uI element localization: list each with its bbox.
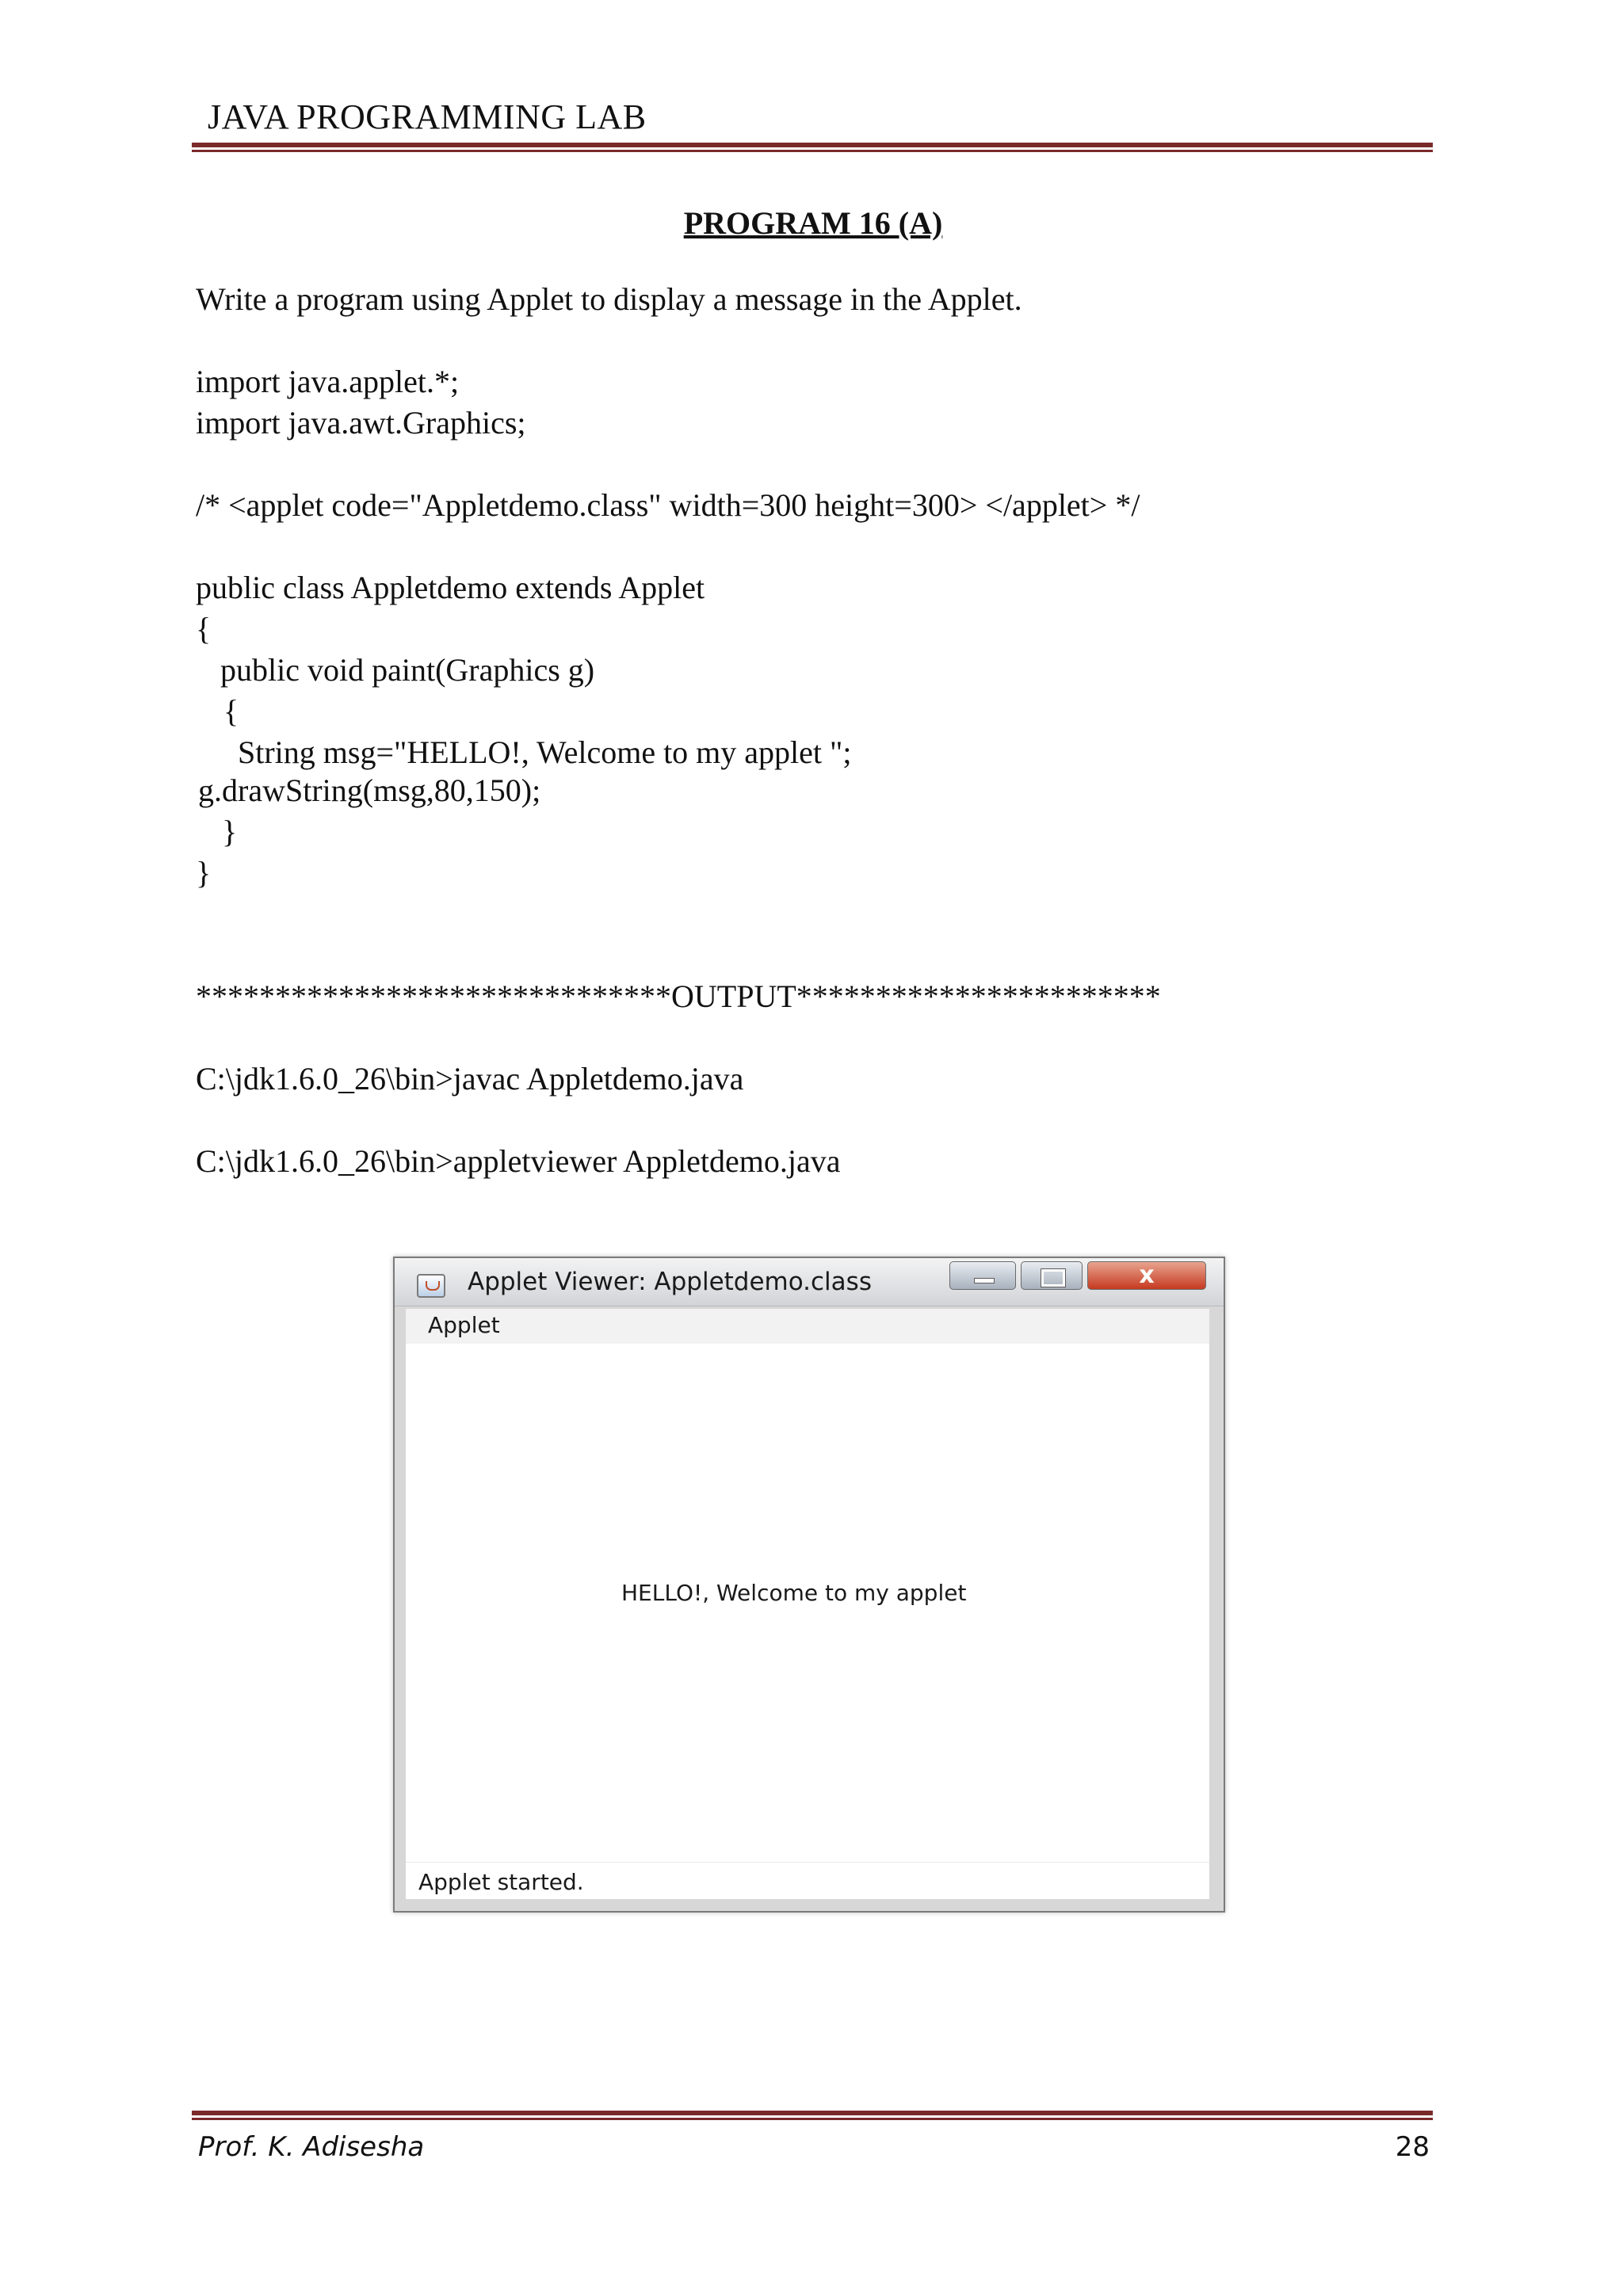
code-line-class-close-brace: } — [196, 855, 212, 891]
header-rule-thin — [192, 150, 1433, 152]
window-title-bar[interactable] — [395, 1258, 1224, 1306]
code-line-msg-string: String msg="HELLO!, Welcome to my applet "; — [238, 734, 852, 770]
header-title: JAVA PROGRAMMING LAB — [208, 97, 647, 136]
applet-status-bar — [406, 1862, 1209, 1899]
output-command-appletviewer: C:\jdk1.6.0_26\bin>appletviewer Appletdemo.java — [196, 1143, 841, 1179]
program-description: Write a program using Applet to display a message in the Applet. — [196, 281, 1022, 317]
code-line-class-open-brace: { — [196, 611, 212, 646]
java-app-icon — [417, 1274, 445, 1298]
applet-canvas — [406, 1344, 1209, 1862]
applet-menu-bar — [406, 1309, 1209, 1344]
applet-menu[interactable]: Applet — [428, 1312, 500, 1338]
output-command-javac: C:\jdk1.6.0_26\bin>javac Appletdemo.java — [196, 1061, 744, 1097]
code-line-import-applet: import java.applet.*; — [196, 364, 460, 399]
close-button[interactable] — [1087, 1261, 1206, 1290]
code-line-method-close-brace: } — [222, 814, 238, 849]
close-icon: x — [1139, 1261, 1155, 1289]
output-banner: ******************************OUTPUT*********************** — [196, 978, 1161, 1014]
maximize-button[interactable] — [1021, 1261, 1083, 1290]
footer-rule-thin — [192, 2118, 1433, 2120]
applet-message: HELLO!, Welcome to my applet — [621, 1580, 967, 1606]
page-number: 28 — [1395, 2131, 1430, 2163]
applet-status-text: Applet started. — [418, 1869, 584, 1895]
program-title-text: PROGRAM 16 (A) — [683, 205, 943, 241]
footer-author: Prof. K. Adisesha — [198, 2131, 425, 2163]
minimize-button[interactable] — [949, 1261, 1016, 1290]
code-line-applet-comment: /* <applet code="Appletdemo.class" width=300 height=300> </applet> */ — [196, 487, 1140, 523]
code-line-draw-string: g.drawString(msg,80,150); — [198, 772, 541, 808]
window-title: Applet Viewer: Appletdemo.class — [468, 1268, 872, 1296]
applet-viewer-window — [393, 1257, 1225, 1913]
code-line-method-open-brace: { — [223, 693, 239, 729]
code-line-paint-method: public void paint(Graphics g) — [220, 652, 595, 688]
footer-rule — [192, 2111, 1433, 2115]
code-line-import-graphics: import java.awt.Graphics; — [196, 405, 526, 441]
program-title — [0, 204, 1623, 242]
code-line-class-declaration: public class Appletdemo extends Applet — [196, 570, 705, 605]
header-rule — [192, 143, 1433, 147]
